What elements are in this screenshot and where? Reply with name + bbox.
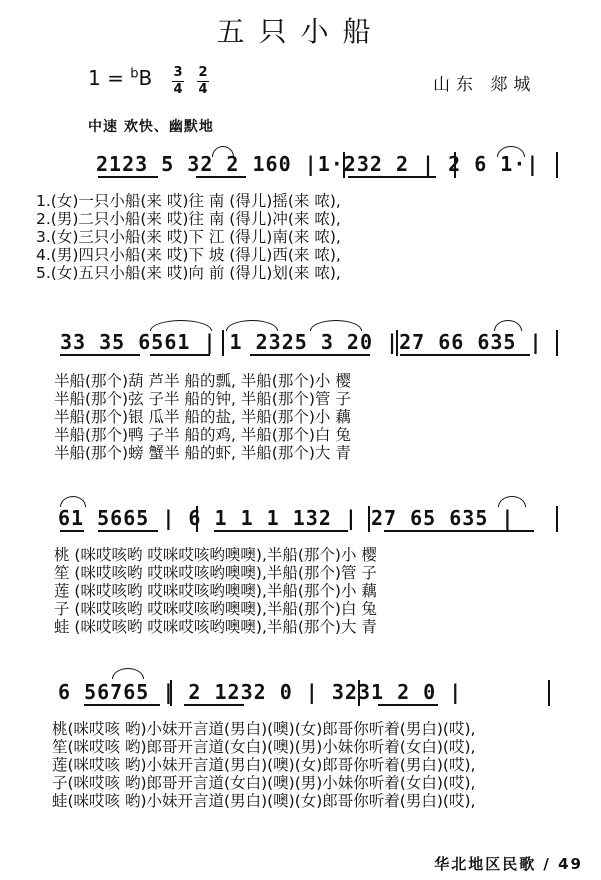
- lyric-line: 桃 (咪哎咳哟 哎咪哎咳哟噢噢),半船(那个)小 樱: [54, 546, 377, 564]
- verse-block-1: [36, 192, 341, 282]
- beam: [98, 530, 158, 532]
- key-prefix: 1 =: [88, 66, 124, 90]
- slur-mark: [150, 320, 212, 331]
- barline: [556, 330, 558, 356]
- slur-mark: [112, 668, 144, 679]
- slur-mark: [60, 496, 86, 507]
- barline: [556, 152, 558, 178]
- page-footer: 华北地区民歌 / 49: [434, 855, 583, 873]
- lyric-line: 5.(女)五只小船(来 哎)向 前 (得儿)划(来 哝),: [36, 264, 341, 282]
- slur-mark: [212, 146, 234, 157]
- lyric-line: 莲(咪哎咳 哟)小妹开言道(男白)(噢)(女)郎哥你听着(男白)(哎),: [52, 756, 476, 774]
- lyric-line: 半船(那个)螃 蟹半 船的虾, 半船(那个)大 青: [54, 444, 351, 462]
- meter-top: 3: [173, 65, 183, 80]
- lyric-line: 半船(那个)葫 芦半 船的瓢, 半船(那个)小 樱: [54, 372, 351, 390]
- notation-line-1: 2123 5 32 2 160 |1·232 2 | 2 6 1·|: [96, 152, 540, 176]
- notation-line-3: 61 5665 | 6 1 1 1 132 | 27 65 635 |: [58, 506, 515, 530]
- flat-sign: b: [130, 66, 139, 82]
- key-signature: [88, 66, 152, 90]
- barline: [343, 152, 345, 178]
- lyric-line: 桃(咪哎咳 哟)小妹开言道(男白)(噢)(女)郎哥你听着(男白)(哎),: [52, 720, 476, 738]
- lyric-line: 笙 (咪哎咳哟 哎咪哎咳哟噢噢),半船(那个)管 子: [54, 564, 377, 582]
- barline: [556, 506, 558, 532]
- beam: [384, 530, 534, 532]
- barline: [170, 680, 172, 706]
- beam: [84, 704, 160, 706]
- slur-mark: [497, 146, 525, 157]
- lyric-line: 蛙 (咪哎咳哟 哎咪哎咳哟噢噢),半船(那个)大 青: [54, 618, 377, 636]
- verse-block-2: [54, 372, 351, 462]
- beam: [150, 354, 210, 356]
- beam: [184, 704, 244, 706]
- meter-2-4: [197, 66, 209, 97]
- lyric-line: 蛙(咪哎咳 哟)小妹开言道(男白)(噢)(女)郎哥你听着(男白)(哎),: [52, 792, 476, 810]
- lyric-line: 子(咪哎咳 哟)郎哥开言道(女白)(噢)(男)小妹你听着(女白)(哎),: [52, 774, 476, 792]
- beam: [378, 704, 438, 706]
- meter-3-4: [172, 66, 184, 97]
- beam: [214, 530, 348, 532]
- beam: [400, 354, 530, 356]
- barline: [196, 506, 198, 532]
- lyric-line: 半船(那个)鸭 子半 船的鸡, 半船(那个)白 兔: [54, 426, 351, 444]
- notation-line-4: 6 56765 | 2 1232 0 | 3231 2 0 |: [58, 680, 463, 704]
- barline: [454, 152, 456, 178]
- beam: [196, 176, 246, 178]
- lyric-line: 莲 (咪哎咳哟 哎咪哎咳哟噢噢),半船(那个)小 藕: [54, 582, 377, 600]
- lyric-line: 笙(咪哎咳 哟)郎哥开言道(女白)(噢)(男)小妹你听着(女白)(哎),: [52, 738, 476, 756]
- lyric-line: 半船(那个)弦 子半 船的钟, 半船(那个)管 子: [54, 390, 351, 408]
- lyric-line: 半船(那个)银 瓜半 船的盐, 半船(那个)小 藕: [54, 408, 351, 426]
- lyric-line: 1.(女)一只小船(来 哎)往 南 (得儿)摇(来 哝),: [36, 192, 341, 210]
- barline: [548, 680, 550, 706]
- slur-mark: [494, 320, 522, 331]
- lyric-line: 4.(男)四只小船(来 哎)下 坡 (得儿)西(来 哝),: [36, 246, 341, 264]
- beam: [98, 176, 158, 178]
- beam: [250, 354, 370, 356]
- beam: [348, 176, 436, 178]
- barline: [222, 330, 224, 356]
- lyric-line: 3.(女)三只小船(来 哎)下 江 (得儿)南(来 哝),: [36, 228, 341, 246]
- key-note: B: [138, 66, 153, 90]
- meter-bottom: 4: [173, 82, 183, 97]
- verse-block-3: [54, 546, 377, 636]
- region-label: 山东 郯城: [433, 75, 537, 95]
- barline: [396, 330, 398, 356]
- verse-block-4: [52, 720, 475, 810]
- meter-top: 2: [198, 65, 208, 80]
- beam: [60, 354, 140, 356]
- barline: [368, 506, 370, 532]
- meter-bottom: 4: [198, 82, 208, 97]
- song-title: 五只小船: [216, 15, 385, 48]
- lyric-line: 子 (咪哎咳哟 哎咪哎咳哟噢噢),半船(那个)白 兔: [54, 600, 377, 618]
- lyric-line: 2.(男)二只小船(来 哎)往 南 (得儿)冲(来 哝),: [36, 210, 341, 228]
- beam: [60, 530, 84, 532]
- slur-mark: [226, 320, 278, 331]
- barline: [358, 680, 360, 706]
- notation-line-2: 33 35 6561 | 1 2325 3 20 |27 66 635 |: [60, 330, 543, 354]
- tempo-marking: 中速 欢快、幽默地: [88, 119, 214, 135]
- slur-mark: [310, 320, 362, 331]
- slur-mark: [498, 496, 526, 507]
